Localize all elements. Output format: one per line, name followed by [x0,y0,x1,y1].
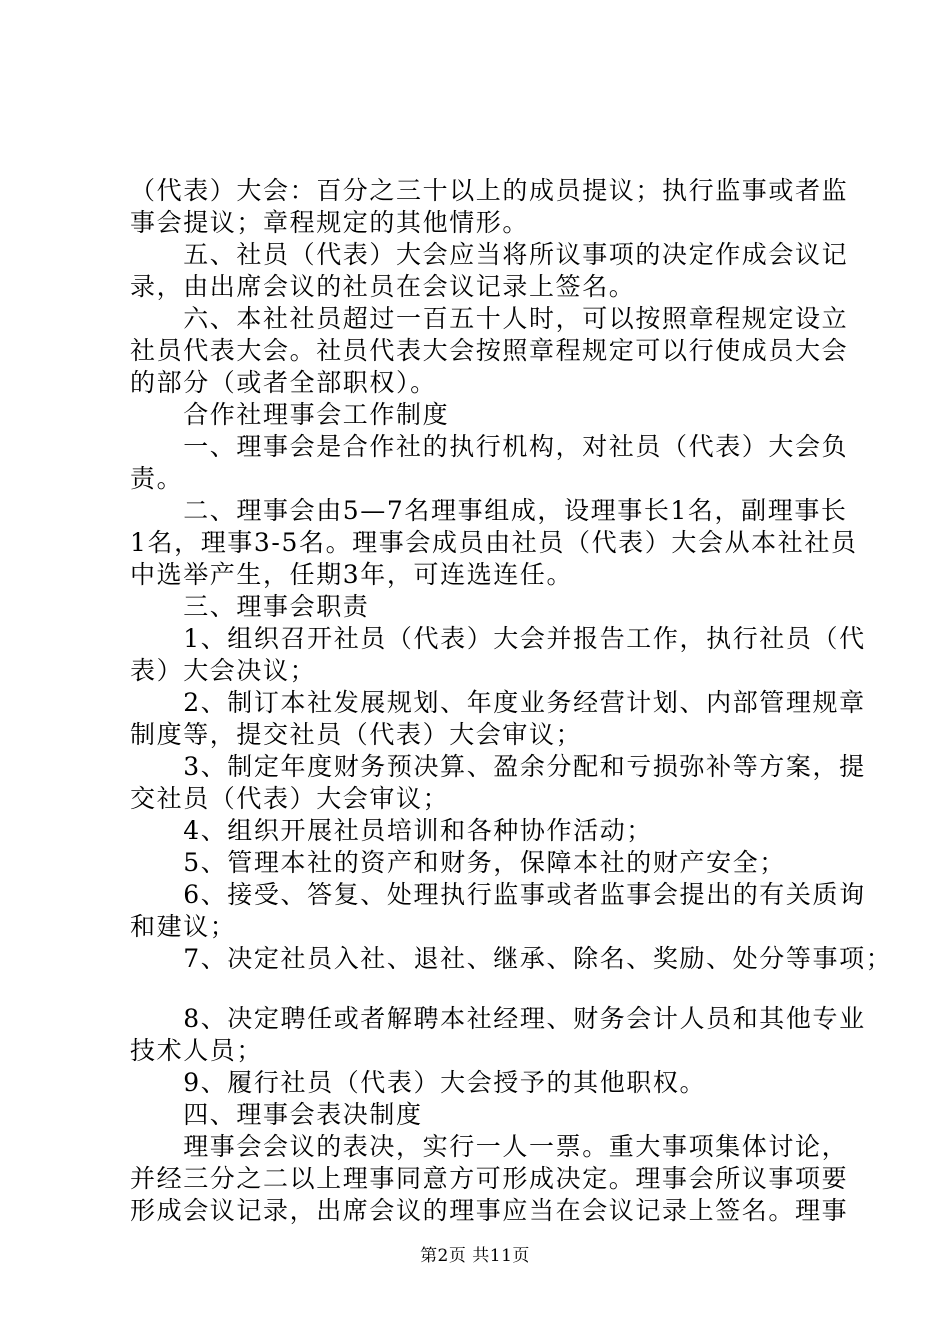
text-line: 2、制订本社发展规划、年度业务经营计划、内部管理规章 [130,688,866,717]
text-line: 四、理事会表决制度 [130,1100,423,1129]
text-line: 5、管理本社的资产和财务，保障本社的财产安全； [130,848,786,877]
text-line: 录，由出席会议的社员在会议记录上签名。 [130,272,636,301]
text-line: 交社员（代表）大会审议； [130,784,450,813]
text-line: 3、制定年度财务预决算、盈余分配和亏损弥补等方案，提 [130,752,866,781]
text-line: 六、本社社员超过一百五十人时，可以按照章程规定设立 [130,304,849,333]
text-line: 理事会会议的表决，实行一人一票。重大事项集体讨论， [130,1132,849,1161]
text-line: 二、理事会由5—7名理事组成，设理事长1名，副理事长 [130,496,848,525]
text-line: 和建议； [130,912,237,941]
page-number-footer: 第2页 共11页 [420,1246,530,1266]
text-line: 7、决定社员入社、退社、继承、除名、奖励、处分等事项； [130,944,893,973]
text-line: 形成会议记录，出席会议的理事应当在会议记录上签名。理事 [130,1196,849,1225]
text-line: 并经三分之二以上理事同意方可形成决定。理事会所议事项要 [130,1164,849,1193]
text-line: 1、组织召开社员（代表）大会并报告工作，执行社员（代 [130,624,866,653]
text-line: 8、决定聘任或者解聘本社经理、财务会计人员和其他专业 [130,1004,866,1033]
text-line: 4、组织开展社员培训和各种协作活动； [130,816,653,845]
text-line: 社员代表大会。社员代表大会按照章程规定可以行使成员大会 [130,336,849,365]
document-body [130,175,893,1227]
text-line: 制度等，提交社员（代表）大会审议； [130,720,583,749]
blank-line [130,975,835,1003]
text-line: （代表）大会：百分之三十以上的成员提议；执行监事或者监 [130,176,849,205]
text-line: 6、接受、答复、处理执行监事或者监事会提出的有关质询 [130,880,866,909]
text-line: 中选举产生，任期3年，可连选连任。 [130,560,574,589]
text-line: 五、社员（代表）大会应当将所议事项的决定作成会议记 [130,240,849,269]
text-line: 的部分（或者全部职权）。 [130,368,437,397]
text-line: 事会提议；章程规定的其他情形。 [130,208,530,237]
text-line: 技术人员； [130,1036,264,1065]
text-line: 一、理事会是合作社的执行机构，对社员（代表）大会负 [130,432,849,461]
text-line: 1名，理事3-5名。理事会成员由社员（代表）大会从本社社员 [130,528,858,557]
text-line: 9、履行社员（代表）大会授予的其他职权。 [130,1068,707,1097]
text-line: 表）大会决议； [130,656,317,685]
text-line: 三、理事会职责 [130,592,370,621]
text-line: 责。 [130,464,184,493]
section-heading: 合作社理事会工作制度 [130,400,450,429]
